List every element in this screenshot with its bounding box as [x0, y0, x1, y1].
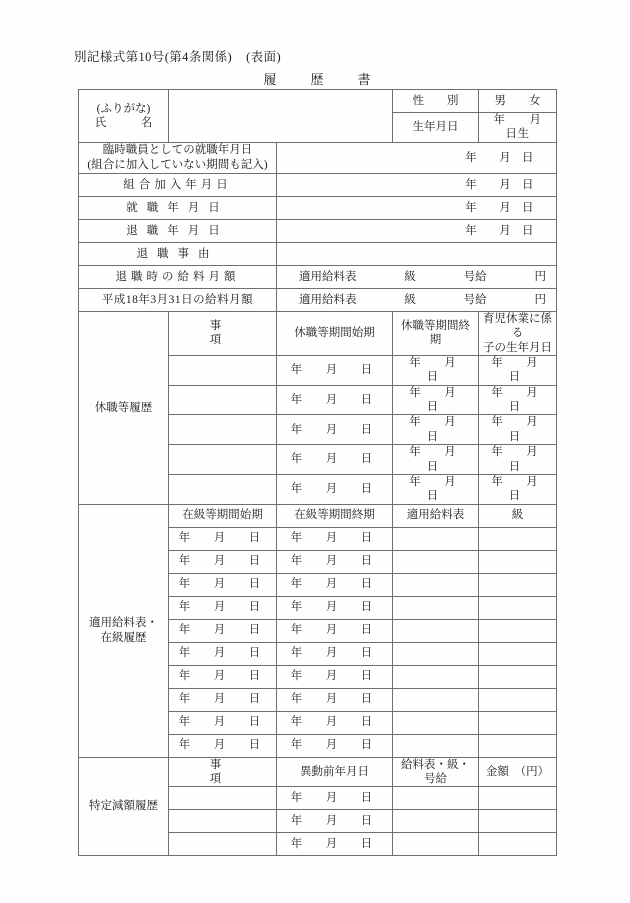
salary-table-label: 適用給料表 [299, 270, 357, 283]
grade-history-label-line2: 在級履歴 [100, 631, 147, 644]
leave-history-col-child-birth [479, 311, 557, 355]
gender-options[interactable]: 男 女 [479, 90, 557, 113]
grade-history-start-field[interactable]: 年 月 日 [169, 596, 277, 619]
reduction-history-item-field[interactable] [169, 787, 277, 810]
grade-history-grade-field[interactable] [479, 527, 557, 550]
leave-history-child-birth-field[interactable]: 年 月 日 [479, 355, 557, 385]
leave-history-end-field[interactable]: 年 月 日 [393, 385, 479, 415]
leave-history-item-field[interactable] [169, 474, 277, 504]
month-label: 月 [499, 178, 511, 191]
grade-history-col-table: 適用給料表 [393, 504, 479, 527]
table-row-employment-date [79, 196, 557, 219]
grade-history-grade-field[interactable] [479, 573, 557, 596]
leave-history-item-field[interactable] [169, 385, 277, 415]
page-title-text: 履歴書 [263, 72, 405, 87]
grade-history-start-field[interactable]: 年 月 日 [169, 573, 277, 596]
grade-history-section-label [79, 504, 169, 757]
leave-history-end-field[interactable]: 年 月 日 [393, 415, 479, 445]
table-row-retirement-date [79, 219, 557, 242]
year-label: 年 [465, 201, 477, 214]
leave-history-child-birth-field[interactable]: 年 月 日 [479, 385, 557, 415]
leave-history-end-field[interactable]: 年 月 日 [393, 474, 479, 504]
grade-history-table-field[interactable] [393, 550, 479, 573]
month-label: 月 [499, 201, 511, 214]
grade-history-col-grade: 級 [479, 504, 557, 527]
reduction-history-item-field[interactable] [169, 810, 277, 833]
temp-employment-date-field[interactable] [277, 142, 557, 173]
grade-history-end-field[interactable]: 年 月 日 [277, 550, 393, 573]
grade-history-grade-field[interactable] [479, 550, 557, 573]
leave-history-col-start: 休職等期間始期 [277, 311, 393, 355]
grade-history-start-field[interactable]: 年 月 日 [169, 711, 277, 734]
leave-history-child-birth-field[interactable]: 年 月 日 [479, 474, 557, 504]
grade-history-grade-field[interactable] [479, 688, 557, 711]
form-number-text: 別記様式第10号(第4条関係) [74, 50, 233, 64]
grade-history-end-field[interactable]: 年 月 日 [277, 734, 393, 757]
day-label: 日 [522, 151, 534, 164]
salary-table-label: 適用給料表 [299, 293, 357, 306]
table-row-reduction-history-header [79, 757, 557, 787]
table-row-heisei18-salary [79, 288, 557, 311]
grade-history-end-field[interactable]: 年 月 日 [277, 619, 393, 642]
leave-history-start-field[interactable]: 年 月 日 [277, 355, 393, 385]
reduction-history-date-field[interactable]: 年 月 日 [277, 833, 393, 856]
page-title [78, 69, 556, 88]
leave-history-child-birth-field[interactable]: 年 月 日 [479, 445, 557, 475]
reduction-history-table-grade-step-field[interactable] [393, 810, 479, 833]
year-label: 年 [465, 178, 477, 191]
month-label: 月 [499, 151, 511, 164]
heisei18-salary-label: 平成18年3月31日の給料月額 [79, 288, 277, 311]
reduction-history-date-field[interactable]: 年 月 日 [277, 787, 393, 810]
temp-employment-label-line2: (組合に加入していない期間も記入) [87, 158, 268, 171]
grade-history-grade-field[interactable] [479, 711, 557, 734]
salary-grade-label: 級 [404, 270, 416, 283]
grade-history-start-field[interactable]: 年 月 日 [169, 665, 277, 688]
reduction-history-table-grade-step-field[interactable] [393, 787, 479, 810]
leave-history-col-end: 休職等期間終期 [393, 311, 479, 355]
grade-history-end-field[interactable]: 年 月 日 [277, 527, 393, 550]
leave-history-start-field[interactable]: 年 月 日 [277, 385, 393, 415]
union-join-date-field[interactable] [277, 173, 557, 196]
grade-history-end-field[interactable]: 年 月 日 [277, 711, 393, 734]
leave-history-child-birth-field[interactable]: 年 月 日 [479, 415, 557, 445]
grade-history-col-end: 在級等期間終期 [277, 504, 393, 527]
leave-history-start-field[interactable]: 年 月 日 [277, 445, 393, 475]
retirement-reason-field[interactable] [277, 242, 557, 265]
leave-history-col-item: 事 項 [169, 311, 277, 355]
grade-history-table-field[interactable] [393, 619, 479, 642]
grade-history-table-field[interactable] [393, 734, 479, 757]
leave-history-start-field[interactable]: 年 月 日 [277, 474, 393, 504]
reduction-history-amount-field[interactable] [479, 810, 557, 833]
table-row-name-gender [79, 90, 557, 113]
leave-history-start-field[interactable]: 年 月 日 [277, 415, 393, 445]
grade-history-start-field[interactable]: 年 月 日 [169, 527, 277, 550]
retirement-date-field[interactable] [277, 219, 557, 242]
child-birth-label-line1: 育児休業に係る [483, 312, 552, 340]
reduction-history-date-field[interactable]: 年 月 日 [277, 810, 393, 833]
temp-employment-label-line1: 臨時職員としての就職年月日 [102, 144, 253, 157]
grade-history-table-field[interactable] [393, 573, 479, 596]
day-label: 日 [522, 178, 534, 191]
leave-history-item-field[interactable] [169, 445, 277, 475]
grade-history-start-field[interactable]: 年 月 日 [169, 734, 277, 757]
grade-history-start-field[interactable]: 年 月 日 [169, 642, 277, 665]
table-row-retirement-reason [79, 242, 557, 265]
reduction-history-col-item: 事 項 [169, 757, 277, 787]
grade-history-grade-field[interactable] [479, 734, 557, 757]
grade-history-label-line1: 適用給料表・ [89, 617, 158, 630]
retirement-salary-field[interactable] [277, 265, 557, 288]
employment-date-field[interactable] [277, 196, 557, 219]
year-label: 年 [465, 151, 477, 164]
leave-history-section-label: 休職等履歴 [79, 311, 169, 504]
resume-form-table [78, 89, 566, 856]
reduction-history-amount-field[interactable] [479, 787, 557, 810]
salary-step-label: 号給 [463, 293, 487, 306]
grade-history-table-field[interactable] [393, 665, 479, 688]
grade-history-table-field[interactable] [393, 527, 479, 550]
name-label-cell [79, 90, 169, 143]
leave-history-item-field[interactable] [169, 415, 277, 445]
grade-history-end-field[interactable]: 年 月 日 [277, 573, 393, 596]
table-row-retirement-salary [79, 265, 557, 288]
heisei18-salary-field[interactable] [277, 288, 557, 311]
employment-date-label: 就職年月日 [79, 196, 277, 219]
grade-history-grade-field[interactable] [479, 619, 557, 642]
day-label: 日 [522, 201, 534, 214]
form-number-heading [74, 47, 281, 65]
reduction-history-col-amount: 金額 （円） [479, 757, 557, 787]
table-row-grade-history-header [79, 504, 557, 527]
temp-employment-label [79, 142, 277, 173]
grade-history-table-field[interactable] [393, 642, 479, 665]
name-value-field[interactable] [169, 90, 393, 143]
reduction-history-item-field[interactable] [169, 833, 277, 856]
reduction-history-section-label: 特定減額履歴 [79, 757, 169, 856]
reduction-history-col-date: 異動前年月日 [277, 757, 393, 787]
grade-history-start-field[interactable]: 年 月 日 [169, 550, 277, 573]
gender-label: 性 別 [393, 90, 479, 113]
grade-history-end-field[interactable]: 年 月 日 [277, 665, 393, 688]
retirement-salary-label: 退職時の給料月額 [79, 265, 277, 288]
leave-history-item-field[interactable] [169, 355, 277, 385]
grade-history-table-field[interactable] [393, 711, 479, 734]
grade-history-start-field[interactable]: 年 月 日 [169, 619, 277, 642]
grade-history-end-field[interactable]: 年 月 日 [277, 688, 393, 711]
reduction-history-col-table-grade-step: 給料表・級・号給 [393, 757, 479, 787]
reduction-history-amount-field[interactable] [479, 833, 557, 856]
day-label: 日 [522, 224, 534, 237]
salary-grade-label: 級 [404, 293, 416, 306]
year-label: 年 [465, 224, 477, 237]
grade-history-end-field[interactable]: 年 月 日 [277, 642, 393, 665]
salary-yen-label: 円 [534, 293, 546, 306]
retirement-reason-label: 退職事由 [79, 242, 277, 265]
salary-step-label: 号給 [463, 270, 487, 283]
leave-history-end-field[interactable]: 年 月 日 [393, 445, 479, 475]
grade-history-grade-field[interactable] [479, 642, 557, 665]
birthdate-value-field[interactable]: 年 月 日生 [479, 113, 557, 143]
name-label: 氏 名 [94, 116, 153, 129]
month-label: 月 [499, 224, 511, 237]
grade-history-grade-field[interactable] [479, 596, 557, 619]
table-row-temp-employment-date [79, 142, 557, 173]
table-row-leave-history-header [79, 311, 557, 355]
grade-history-grade-field[interactable] [479, 665, 557, 688]
grade-history-end-field[interactable]: 年 月 日 [277, 596, 393, 619]
child-birth-label-line2: 子の生年月日 [483, 341, 552, 354]
union-join-label: 組合加入年月日 [79, 173, 277, 196]
retirement-date-label: 退職年月日 [79, 219, 277, 242]
grade-history-table-field[interactable] [393, 596, 479, 619]
grade-history-table-field[interactable] [393, 688, 479, 711]
table-row-union-join-date [79, 173, 557, 196]
birthdate-label: 生年月日 [393, 113, 479, 143]
grade-history-col-start: 在級等期間始期 [169, 504, 277, 527]
reduction-history-table-grade-step-field[interactable] [393, 833, 479, 856]
leave-history-end-field[interactable]: 年 月 日 [393, 355, 479, 385]
salary-yen-label: 円 [534, 270, 546, 283]
form-side-label: (表面) [246, 50, 282, 64]
furigana-label: (ふりがな) [96, 102, 151, 115]
grade-history-start-field[interactable]: 年 月 日 [169, 688, 277, 711]
